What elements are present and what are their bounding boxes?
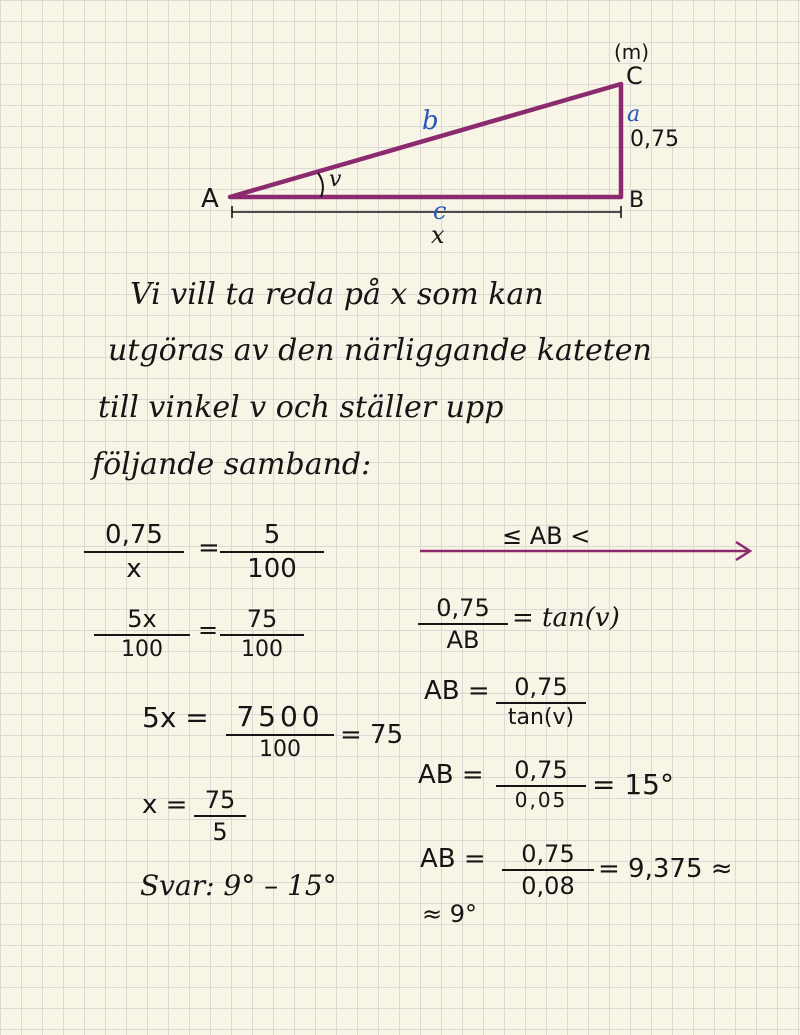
right-eq3-lhs: AB = <box>418 760 484 790</box>
right-eq3-rhs: = 15° <box>592 768 674 801</box>
fraction-bar <box>226 734 334 736</box>
left-eq1-fraction <box>84 522 184 582</box>
fraction-bar <box>220 551 324 553</box>
right-eq1-fraction <box>418 596 508 652</box>
text-line-4: följande samband: <box>92 447 372 482</box>
right-eq4-denominator: 0,08 <box>521 872 575 900</box>
right-eq2-numerator: 0,75 <box>514 673 568 701</box>
side-c-label: c <box>433 197 447 225</box>
right-eq3-denominator: 0,05 <box>514 788 568 812</box>
side-b-label: b <box>422 106 439 136</box>
angle-arc <box>318 173 323 197</box>
right-eq2-fraction <box>496 675 586 729</box>
left-eq2-denominator-2: 100 <box>241 637 283 662</box>
right-eq4-fraction <box>502 842 594 898</box>
left-conclusion: Svar: 9° – 15° <box>140 869 337 902</box>
text-line-3: till vinkel v och ställer upp <box>98 390 504 425</box>
left-eq3-lhs: 5x = <box>142 701 209 734</box>
right-eq1-denominator: AB <box>446 626 480 654</box>
left-eq3-fraction <box>226 700 334 762</box>
right-heading: ≤ AB < <box>502 522 591 550</box>
angle-v-label: v <box>329 167 342 192</box>
fraction-bar <box>502 869 594 871</box>
right-eq3-numerator: 0,75 <box>514 756 568 784</box>
left-eq3-numerator: 7500 <box>236 700 324 733</box>
right-eq4-numerator: 0,75 <box>521 840 575 868</box>
left-eq1-denominator: x <box>126 554 142 584</box>
fraction-bar <box>418 623 508 625</box>
left-eq2-denominator: 100 <box>121 637 163 662</box>
left-eq4-lhs: x = <box>142 790 188 820</box>
right-eq1-rhs: = tan(v) <box>512 603 620 633</box>
vertex-c-label: C <box>626 62 643 90</box>
right-eq4-continuation: ≈ 9° <box>422 900 478 928</box>
fraction-bar <box>220 634 304 636</box>
text-line-2: utgöras av den närliggande kateten <box>108 333 652 368</box>
left-eq3-rhs: = 75 <box>340 720 404 750</box>
side-a-label: a <box>627 102 641 127</box>
fraction-bar <box>194 815 246 817</box>
right-eq4-lhs: AB = <box>420 844 486 874</box>
base-x-label: x <box>431 221 445 249</box>
left-eq1-numerator-2: 5 <box>263 520 281 550</box>
left-eq2-equals: = <box>198 616 219 644</box>
height-value: 0,75 <box>630 127 679 152</box>
fraction-bar <box>84 551 184 553</box>
left-eq3-denominator: 100 <box>259 737 301 762</box>
triangle-abc <box>230 84 621 197</box>
vertex-b-label: B <box>629 188 645 213</box>
right-eq3-fraction <box>496 758 586 810</box>
vertex-a-label: A <box>201 184 219 214</box>
left-eq1-equals: = <box>198 533 220 563</box>
left-eq1-fraction-2 <box>220 522 324 582</box>
left-eq4-denominator: 5 <box>212 818 228 846</box>
right-eq4-rhs: = 9,375 ≈ <box>598 854 733 884</box>
unit-label: (m) <box>614 40 650 64</box>
fraction-bar <box>496 785 586 787</box>
left-eq1-denominator-2: 100 <box>247 554 297 584</box>
left-eq1-numerator: 0,75 <box>105 520 163 550</box>
left-eq4-numerator: 75 <box>204 786 236 814</box>
fraction-bar <box>496 702 586 704</box>
left-eq2-numerator-2: 75 <box>246 605 278 633</box>
left-eq2-numerator: 5x <box>127 605 157 633</box>
text-line-1: Vi vill ta reda på x som kan <box>130 277 544 312</box>
left-eq2-fraction <box>94 607 190 661</box>
left-eq2-fraction-2 <box>220 607 304 661</box>
left-eq4-fraction <box>194 788 246 844</box>
fraction-bar <box>94 634 190 636</box>
right-eq2-lhs: AB = <box>424 676 490 706</box>
right-eq2-denominator: tan(v) <box>507 705 575 730</box>
right-eq1-numerator: 0,75 <box>436 594 490 622</box>
